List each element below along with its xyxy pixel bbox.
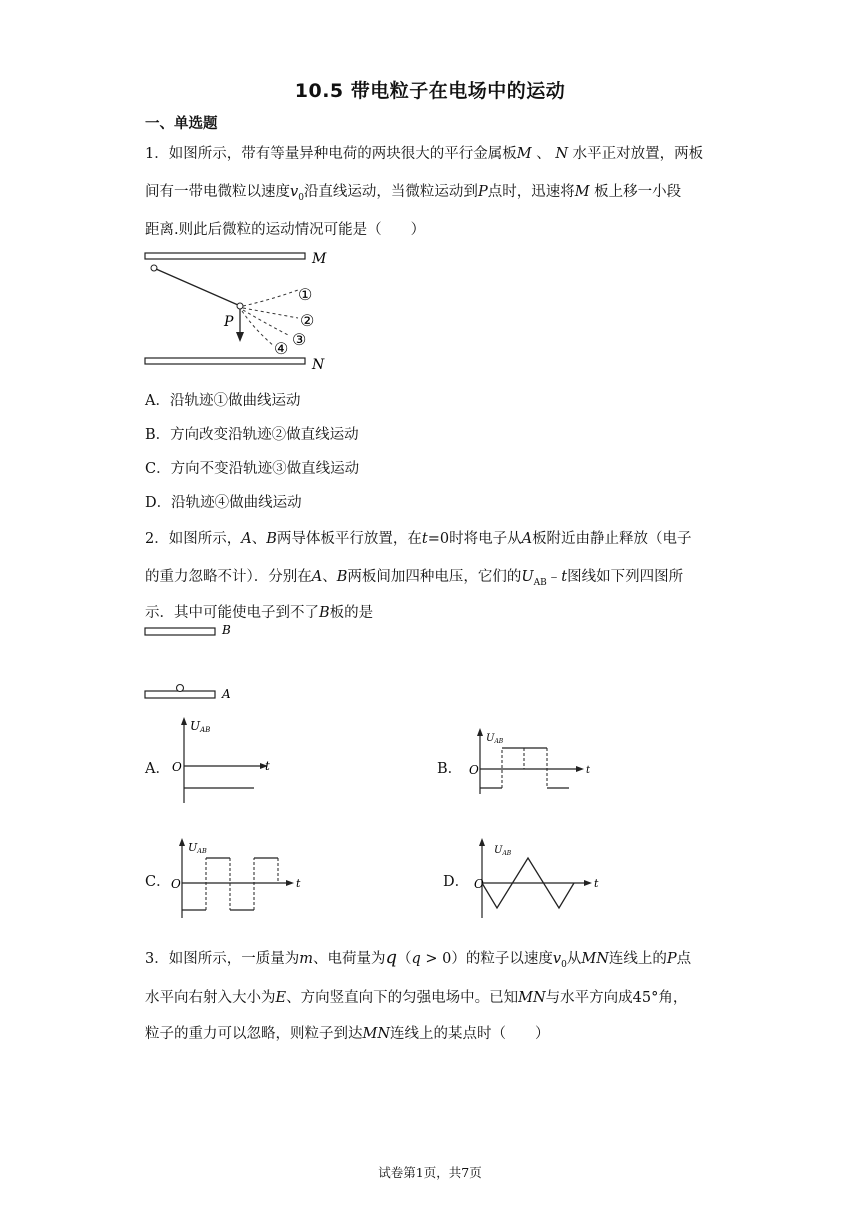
plate-b-rect xyxy=(145,628,215,635)
q2-text: ﹣ xyxy=(546,569,562,585)
origin-label: O xyxy=(172,760,182,774)
label-m: M xyxy=(312,251,327,267)
q3-line-mn: MN xyxy=(581,951,609,967)
q3-text: 3．如图所示，一质量为 xyxy=(145,951,300,967)
page-title: 10.5 带电粒子在电场中的运动 xyxy=(294,80,566,102)
page-footer: 试卷第1页，共7页 xyxy=(378,1165,482,1180)
q1-plate-m: M xyxy=(574,184,590,200)
q2-line1 xyxy=(145,527,692,548)
q3-angle: 45° xyxy=(632,990,659,1006)
q3-line-mn: MN xyxy=(362,1026,391,1042)
q1-line3: 距离.则此后微粒的运动情况可能是（ ） xyxy=(145,222,426,238)
u-axis-arrow xyxy=(179,838,185,846)
origin-label: O xyxy=(474,877,484,891)
q2-graph-c[interactable] xyxy=(170,836,305,921)
q2-text: 的重力忽略不计）．分别在 xyxy=(145,569,312,585)
q2-plate-a: A xyxy=(241,531,252,547)
q2-text: 时将电子从 xyxy=(449,531,522,547)
u-axis-arrow xyxy=(479,838,485,846)
q2-graph-b[interactable] xyxy=(468,726,598,801)
t-axis-arrow xyxy=(286,880,294,886)
q2-text: 图线如下列四图所 xyxy=(567,569,684,585)
q2-option-b[interactable]: B． xyxy=(437,761,463,777)
q2-graph-d[interactable] xyxy=(470,836,605,921)
track-3-label: ③ xyxy=(292,330,307,349)
q3-text: 角， xyxy=(658,990,688,1006)
t-axis-label: t xyxy=(296,877,301,890)
track-4-label: ④ xyxy=(274,339,289,358)
plate-b-label: B xyxy=(222,623,231,637)
track-2-label: ② xyxy=(300,311,315,330)
t-axis-label: t xyxy=(586,765,591,776)
q2-graph-a[interactable] xyxy=(170,715,280,810)
q2-voltage: U xyxy=(521,569,534,585)
q3-point-p: P xyxy=(666,951,677,967)
q3-text: 连线上的某点时（ ） xyxy=(390,1026,550,1042)
q3-text: （ xyxy=(397,951,412,967)
q3-charge: q xyxy=(385,947,398,968)
u-axis-arrow xyxy=(477,728,483,736)
q1-text: 间有一带电微粒以速度 xyxy=(145,184,290,200)
q2-option-c[interactable]: C． xyxy=(145,874,171,890)
section-heading: 一、单选题 xyxy=(145,116,218,132)
q2-time-var: t xyxy=(561,569,568,585)
q2-time-eq: =0 xyxy=(427,531,450,547)
q2-option-a[interactable]: A． xyxy=(145,761,170,777)
track-4-line xyxy=(242,311,274,346)
q2-text: 两板间加四种电压，它们的 xyxy=(347,569,522,585)
u-axis-label: UAB xyxy=(188,841,207,855)
q2-option-d[interactable]: D． xyxy=(443,874,470,890)
q2-time: t xyxy=(421,531,428,547)
q1-figure xyxy=(140,248,340,373)
q3-text: 点 xyxy=(676,951,692,967)
q3-line3 xyxy=(145,1022,550,1043)
arrow-head xyxy=(236,332,244,342)
q3-text: 的粒子以速度 xyxy=(465,951,553,967)
q3-text: 水平向右射入大小为 xyxy=(145,990,276,1006)
plate-m xyxy=(145,253,305,259)
q1-velocity: v xyxy=(290,184,299,200)
q2-text: 两导体板平行放置，在 xyxy=(276,531,422,547)
q3-charge-cond: q xyxy=(411,951,421,967)
u-axis-label: UAB xyxy=(190,719,211,734)
q2-text: 板附近由静止释放（电子 xyxy=(532,531,692,547)
q1-point-p: P xyxy=(477,184,488,200)
q1-text: 板上移一小段 xyxy=(594,184,682,200)
label-p: P xyxy=(224,314,234,330)
point-p-marker xyxy=(237,303,243,309)
q3-text: 与水平方向成 xyxy=(545,990,633,1006)
q2-plate-b: B xyxy=(319,605,330,621)
q3-velocity: v xyxy=(552,951,562,967)
plate-n xyxy=(145,358,305,364)
q3-text: > 0） xyxy=(420,951,466,967)
q3-line-mn: MN xyxy=(518,990,546,1006)
label-n: N xyxy=(312,357,325,373)
q2-plate-a: A xyxy=(521,531,533,547)
q2-text: 示．其中可能使电子到不了 xyxy=(145,605,319,621)
q2-text: 2．如图所示， xyxy=(145,531,242,547)
track-2-line xyxy=(243,308,298,318)
q2-voltage-sub: AB xyxy=(533,577,547,588)
t-axis-label: t xyxy=(265,759,270,773)
q1-text: 点时，迅速将 xyxy=(487,184,575,200)
plate-a-label: A xyxy=(222,687,231,701)
q3-text: 粒子的重力可以忽略，则粒子到达 xyxy=(145,1026,363,1042)
origin-label: O xyxy=(171,877,181,891)
q1-text: 1．如图所示，带有等量异种电荷的两块很大的平行金属板 xyxy=(145,146,517,162)
t-axis-arrow xyxy=(584,880,592,886)
q2-plate-a: A xyxy=(311,569,323,585)
q3-velocity-sub: 0 xyxy=(561,959,567,970)
q3-mass: m xyxy=(299,951,313,967)
q3-field: E xyxy=(275,990,287,1006)
track-1-line xyxy=(243,290,298,306)
q2-sep: 、 xyxy=(251,531,267,547)
q1-line1 xyxy=(145,142,703,163)
q1-option-a[interactable]: A．沿轨迹①做曲线运动 xyxy=(145,393,301,409)
q3-text: 、电荷量为 xyxy=(312,951,386,967)
particle-path xyxy=(156,269,238,305)
q3-text: 连线上的 xyxy=(608,951,667,967)
q1-option-d[interactable]: D．沿轨迹④做曲线运动 xyxy=(145,495,302,511)
track-3-line xyxy=(243,310,290,336)
q1-plate-m: M xyxy=(516,146,532,162)
q1-option-c[interactable]: C．方向不变沿轨迹③做直线运动 xyxy=(145,461,360,477)
u-axis-arrow xyxy=(181,717,187,725)
electron xyxy=(177,685,184,692)
q1-sep: 、 xyxy=(536,146,551,162)
q1-velocity-sub: 0 xyxy=(298,192,304,203)
q1-text: 水平正对放置，两板 xyxy=(572,146,704,162)
q2-plates-figure xyxy=(140,618,250,704)
t-axis-arrow xyxy=(576,766,584,772)
q2-text: 板的是 xyxy=(329,605,374,621)
track-1-label: ① xyxy=(298,285,313,304)
q2-sep: 、 xyxy=(322,569,337,585)
u-axis-label: $U_{AB}$ xyxy=(494,845,512,857)
q2-plate-b: B xyxy=(266,531,277,547)
q3-text: 、方向竖直向下的匀强电场中。已知 xyxy=(286,990,519,1006)
q3-text: 从 xyxy=(566,951,582,967)
origin-label: O xyxy=(469,763,479,777)
q2-plate-b: B xyxy=(336,569,348,585)
q3-line2 xyxy=(145,986,687,1007)
q1-line2 xyxy=(145,180,681,203)
q2-line2 xyxy=(145,565,683,588)
q1-text: 沿直线运动，当微粒运动到 xyxy=(303,184,478,200)
q1-plate-n: N xyxy=(555,146,568,162)
q1-option-b[interactable]: B．方向改变沿轨迹②做直线运动 xyxy=(145,427,359,443)
q3-line1 xyxy=(145,947,691,970)
start-point xyxy=(151,265,157,271)
t-axis-label: t xyxy=(594,877,599,890)
u-axis-label: $U_{AB}$ xyxy=(486,733,504,745)
